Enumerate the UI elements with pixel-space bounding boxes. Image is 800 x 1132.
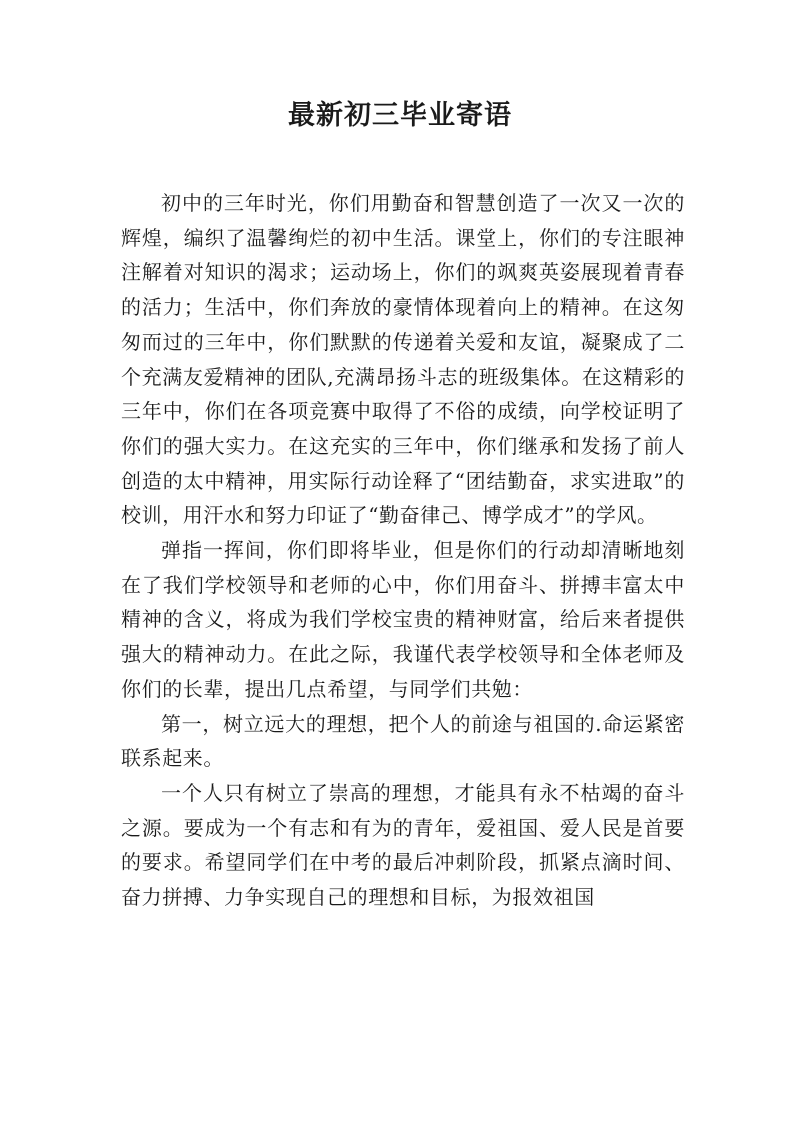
paragraph: 弹指一挥间，你们即将毕业，但是你们的行动却清晰地刻在了我们学校领导和老师的心中，你们用奋斗、拼搏丰富太中精神的含义，将成为我们学校宝贵的精神财富，给后来者提供强大的精神动力。在此之际，我谨代表学校领导和全体老师及你们的长辈，提出几点希望，与同学们共勉：	[121, 538, 685, 701]
paragraph: 一个人只有树立了崇高的理想，才能具有永不枯竭的奋斗之源。要成为一个有志和有为的青年，爱祖国、爱人民是首要的要求。希望同学们在中考的最后冲刺阶段，抓紧点滴时间、奋力拼搏、力争实现自己的理想和目标，为报效祖国	[121, 780, 685, 910]
paragraph: 第一，树立远大的理想，把个人的前途与祖国的.命运紧密联系起来。	[121, 711, 685, 771]
document-body	[121, 186, 685, 915]
paragraph: 初中的三年时光，你们用勤奋和智慧创造了一次又一次的辉煌，编织了温馨绚烂的初中生活。课堂上，你们的专注眼神注解着对知识的渴求；运动场上，你们的飒爽英姿展现着青春的活力；生活中，你们奔放的豪情体现着向上的精神。在这匆匆而过的三年中，你们默默的传递着关爱和友谊，凝聚成了二个充满友爱精神的团队,充满昂扬斗志的班级集体。在这精彩的三年中，你们在各项竞赛中取得了不俗的成绩，向学校证明了你们的强大实力。在这充实的三年中，你们继承和发扬了前人创造的太中精神，用实际行动诠释了“团结勤奋，求实进取”的校训，用汗水和努力印证了“勤奋律己、博学成才”的学风。	[121, 191, 685, 528]
document-title: 最新初三毕业寄语	[288, 100, 512, 131]
